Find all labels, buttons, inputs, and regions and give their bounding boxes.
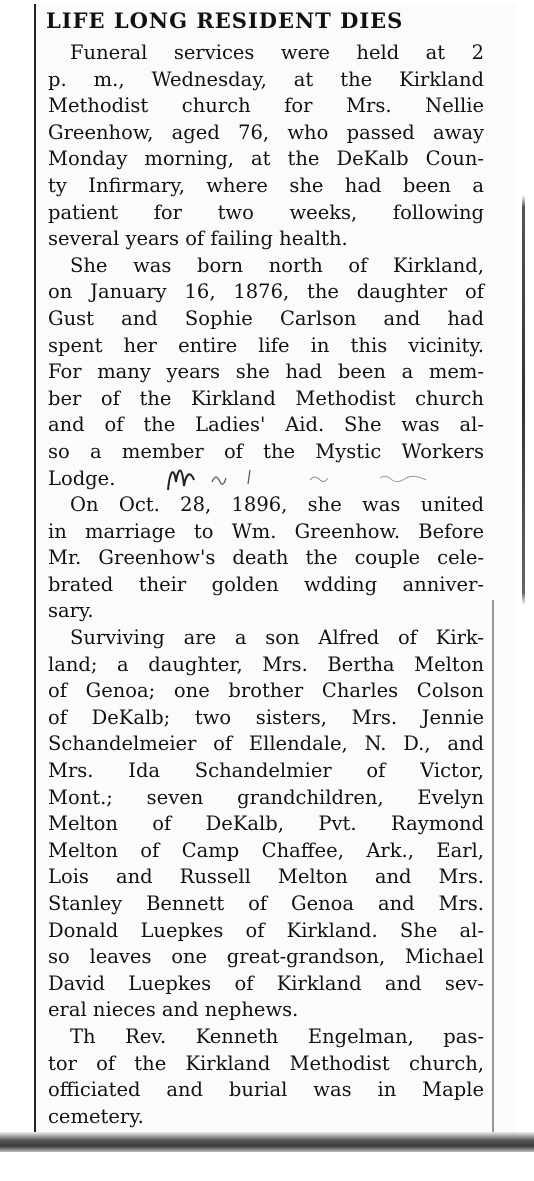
- obituary-article: [48, 40, 484, 1130]
- text-line: Surviving are a son Alfred of Kirk-: [70, 626, 484, 650]
- text-line: officiated and burial was in Maple: [48, 1078, 484, 1102]
- text-line: land; a daughter, Mrs. Bertha Melton: [48, 652, 484, 676]
- text-line: Donald Luepkes of Kirkland. She al-: [48, 918, 484, 942]
- text-line: p. m., Wednesday, at the Kirkland: [48, 67, 484, 91]
- text-line: Funeral services were held at 2: [70, 41, 484, 64]
- text-line: Mrs. Ida Schandelmier of Victor,: [48, 759, 484, 783]
- text-line: sary.: [48, 599, 94, 623]
- text-line: tor of the Kirkland Methodist church,: [48, 1051, 484, 1075]
- text-line: David Luepkes of Kirkland and sev-: [48, 971, 484, 995]
- text-line: Monday morning, at the DeKalb Coun-: [48, 147, 484, 171]
- text-line: spent her entire life in this vicinity.: [48, 333, 484, 357]
- paragraph: [48, 40, 484, 253]
- text-line: several years of failing health.: [48, 227, 348, 251]
- paragraph: [48, 625, 484, 1024]
- scan-bottom-edge: [0, 1132, 534, 1152]
- text-line: Th Rev. Kenneth Engelman, pas-: [70, 1024, 484, 1048]
- text-line: Mont.; seven grandchildren, Evelyn: [48, 785, 484, 809]
- text-line: so a member of the Mystic Workers: [48, 439, 484, 463]
- paragraph: [48, 1024, 484, 1130]
- text-line: on January 16, 1876, the daughter of: [48, 280, 484, 304]
- text-line: She was born north of Kirkland,: [70, 253, 484, 277]
- text-line: Lodge.: [48, 466, 116, 490]
- text-line: On Oct. 28, 1896, she was united: [70, 493, 484, 517]
- text-line: patient for two weeks, following: [48, 200, 484, 224]
- text-line: Lois and Russell Melton and Mrs.: [48, 865, 484, 889]
- text-line: in marriage to Wm. Greenhow. Before: [48, 519, 484, 543]
- clipping-edge-line: [492, 600, 494, 1140]
- text-line: Melton of DeKalb, Pvt. Raymond: [48, 812, 484, 836]
- text-line: and of the Ladies' Aid. She was al-: [48, 413, 484, 437]
- text-line: Melton of Camp Chaffee, Ark., Earl,: [48, 838, 484, 862]
- text-line: For many years she had been a mem-: [48, 360, 484, 384]
- handwritten-annotation: [160, 460, 460, 500]
- text-line: Methodist church for Mrs. Nellie: [48, 94, 484, 118]
- text-line: cemetery.: [48, 1104, 144, 1128]
- clipping-edge-shadow: [522, 195, 525, 605]
- text-line: eral nieces and nephews.: [48, 998, 299, 1022]
- paragraph: [48, 492, 484, 625]
- headline: LIFE LONG RESIDENT DIES: [46, 8, 404, 33]
- text-line: of DeKalb; two sisters, Mrs. Jennie: [48, 705, 484, 729]
- text-line: Greenhow, aged 76, who passed away: [48, 120, 484, 144]
- text-line: of Genoa; one brother Charles Colson: [48, 679, 484, 703]
- text-line: ty Infirmary, where she had been a: [48, 173, 484, 197]
- text-line: ber of the Kirkland Methodist church: [48, 386, 484, 410]
- text-line: brated their golden wdding anniver-: [48, 572, 484, 596]
- text-line: Mr. Greenhow's death the couple cele-: [48, 546, 484, 570]
- text-line: so leaves one great-grandson, Michael: [48, 945, 484, 969]
- paragraph: [48, 253, 484, 492]
- text-line: Schandelmeier of Ellendale, N. D., and: [48, 732, 484, 756]
- text-line: Gust and Sophie Carlson and had: [48, 306, 484, 330]
- text-line: Stanley Bennett of Genoa and Mrs.: [48, 892, 484, 915]
